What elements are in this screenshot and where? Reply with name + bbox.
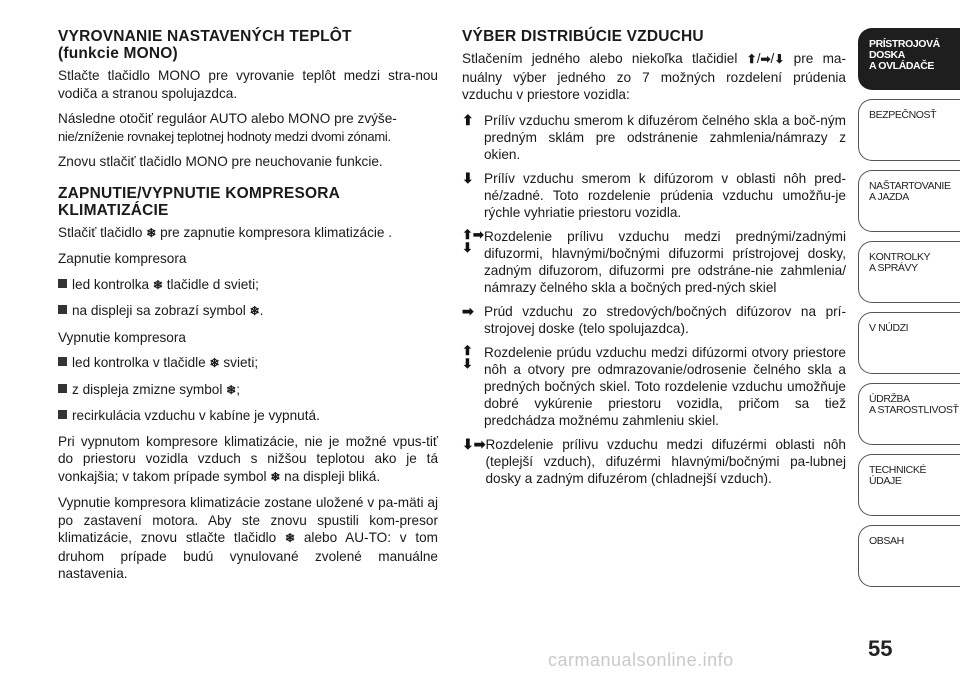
paragraph: Vypnutie kompresora klimatizácie zostane uložené v pa-mäti aj po zastavení motora. Aby ste znovu spustili kom-presor klimatizácie, znovu stlačte tlačidlo ❄ alebo AU-TO: v tom druhom prípade budú vynulované zvolené manuálne nastavenia. — [58, 495, 438, 581]
arrow-down-right-icon: ⬇➡ — [462, 435, 486, 452]
paragraph: Zapnutie kompresora — [58, 251, 187, 266]
arrow-down-icon: ⬇ — [774, 52, 785, 66]
list-item: led kontrolka v tlačidle ❄ svieti; — [58, 354, 438, 373]
paragraph: Stlačiť tlačidlo ❄ pre zapnutie kompresora klimatizácie . — [58, 224, 438, 243]
paragraph: Vypnutie kompresora — [58, 329, 186, 345]
distribution-item: ⬆ ⬇ Rozdelenie prúdu vzduchu medzi difúzormi otvory priestore nôh a otvory pre odmrazovanie/odrosenie čelného skla a predných bočných skiel. Toto rozdelenie vzduchu umožňuje dobré vykúrenie priestoru vozidla, pričom sa tiež predchádza možnému zahmleniu skiel. — [462, 342, 846, 428]
distribution-item: ⬆➡ ⬇ Rozdelenie prílivu vzduchu medzi prednými/zadnými difuzormi, hlavnými/bočnými difuzormi prístrojovej dosky, zadným difuzorom, difuzormi pre odstráne-nie zahmlenia/ námrazy čelného skla a bočných pred-ných skiel — [462, 226, 846, 295]
bullet-square-icon — [58, 279, 67, 288]
snowflake-icon: ❄ — [285, 531, 296, 545]
paragraph: Znovu stlačiť tlačidlo MONO pre neuchovanie funkcie. — [58, 154, 383, 169]
arrow-right-icon: ➡ — [760, 52, 771, 66]
paragraph: Následne otočiť reguláor AUTO alebo MONO pre zvýše- nie/zníženie rovnakej teplotnej hodnoty medzi dvomi zónami. — [58, 111, 397, 144]
heading-air-distribution: VÝBER DISTRIBÚCIE VZDUCHU — [462, 28, 704, 45]
distribution-item: ⬇➡ Rozdelenie prílivu vzduchu medzi difuzérmi oblasti nôh (teplejší vzduch), difuzérmi hlavnými/bočnými pa-lubnej dosky a zadným difuzérom (chladnejší vzduch). — [462, 435, 846, 486]
tab-kontrolky[interactable]: KONTROLKY A SPRÁVY — [858, 241, 960, 303]
left-column — [58, 28, 438, 591]
snowflake-icon: ❄ — [209, 356, 220, 370]
distribution-item: ➡ Prúd vzduchu zo stredových/bočných difúzorov na prí-strojovej doske (telo spolujazdca). — [462, 302, 846, 336]
arrow-down-icon: ⬇ — [462, 169, 474, 186]
chapter-tabs — [858, 28, 960, 596]
list-item: recirkulácia vzduchu v kabíne je vypnutá. — [58, 407, 438, 425]
snowflake-icon: ❄ — [146, 225, 157, 240]
snowflake-icon: ❄ — [249, 304, 260, 318]
page-number: 55 — [868, 636, 893, 661]
tab-bezpecnost[interactable]: BEZPEČNOSŤ — [858, 99, 960, 161]
distribution-item: ⬇ Prílív vzduchu smerom k difúzorom v oblasti nôh pred-né/zadné. Toto rozdelenie prúdenia vzduchu umožňu-je rýchle vyhriatie priestoru vozidla. — [462, 169, 846, 220]
tab-technicke-udaje[interactable]: TECHNICKÉ ÚDAJE — [858, 454, 960, 516]
arrow-right-icon: ➡ — [462, 302, 474, 319]
arrow-up-icon: ⬆ — [462, 111, 474, 128]
snowflake-icon: ❄ — [226, 382, 237, 397]
heading-mono: VYROVNANIE NASTAVENÝCH TEPLÔT (funkcie MONO) — [58, 28, 352, 62]
list-item: led kontrolka ❄ tlačidle d svieti; — [58, 276, 438, 295]
tab-nastartovanie[interactable]: NAŠTARTOVANIE A JAZDA — [858, 170, 960, 232]
tab-pristrojova-doska[interactable]: PRÍSTROJOVÁ DOSKA A OVLÁDAČE — [858, 28, 960, 90]
tab-udrzba[interactable]: ÚDRŽBA A STAROSTLIVOSŤ — [858, 383, 960, 445]
arrow-up-down-icon: ⬆ ⬇ — [462, 342, 473, 371]
bullet-square-icon — [58, 384, 67, 393]
distribution-item: ⬆ Prílív vzduchu smerom k difuzérom čelného skla a boč-ným predným sklám pre odstránenie zahmlenia/námrazy z okien. — [462, 111, 846, 162]
list-item: z displeja zmizne symbol ❄; — [58, 381, 438, 400]
paragraph: Pri vypnutom kompresore klimatizácie, nie je možné vpus-tiť do priestoru vozidla vzduch s nižšou teplotou ako je tá vonkajšia; v takom prípade symbol ❄ na displeji bliká. — [58, 433, 438, 487]
snowflake-icon: ❄ — [152, 277, 163, 292]
watermark: carmanualsonline.info — [548, 650, 734, 670]
paragraph: Stlačte tlačidlo MONO pre vyrovanie teplôt medzi stra-nou vodiča a stranou spolujazdca. — [58, 68, 438, 101]
bullet-square-icon — [58, 357, 67, 366]
bullet-square-icon — [58, 305, 67, 314]
list-item: na displeji sa zobrazí symbol ❄. — [58, 302, 438, 321]
heading-compressor: ZAPNUTIE/VYPNUTIE KOMPRESORA KLIMATIZÁCIE — [58, 184, 341, 219]
right-column — [462, 28, 846, 494]
tab-v-nudzi[interactable]: V NÚDZI — [858, 312, 960, 374]
bullet-square-icon — [58, 410, 67, 419]
paragraph: Stlačením jedného alebo niekoľka tlačidiel ⬆/➡/⬇ pre ma-nuálny výber jedného zo 7 možných rozdelení prúdenia vzduchu v priestore vozidla: — [462, 51, 846, 102]
arrow-up-right-down-icon: ⬆➡ ⬇ — [462, 226, 484, 255]
tab-obsah[interactable]: OBSAH — [858, 525, 960, 587]
arrow-up-icon: ⬆ — [746, 52, 757, 66]
snowflake-icon: ❄ — [270, 469, 281, 484]
